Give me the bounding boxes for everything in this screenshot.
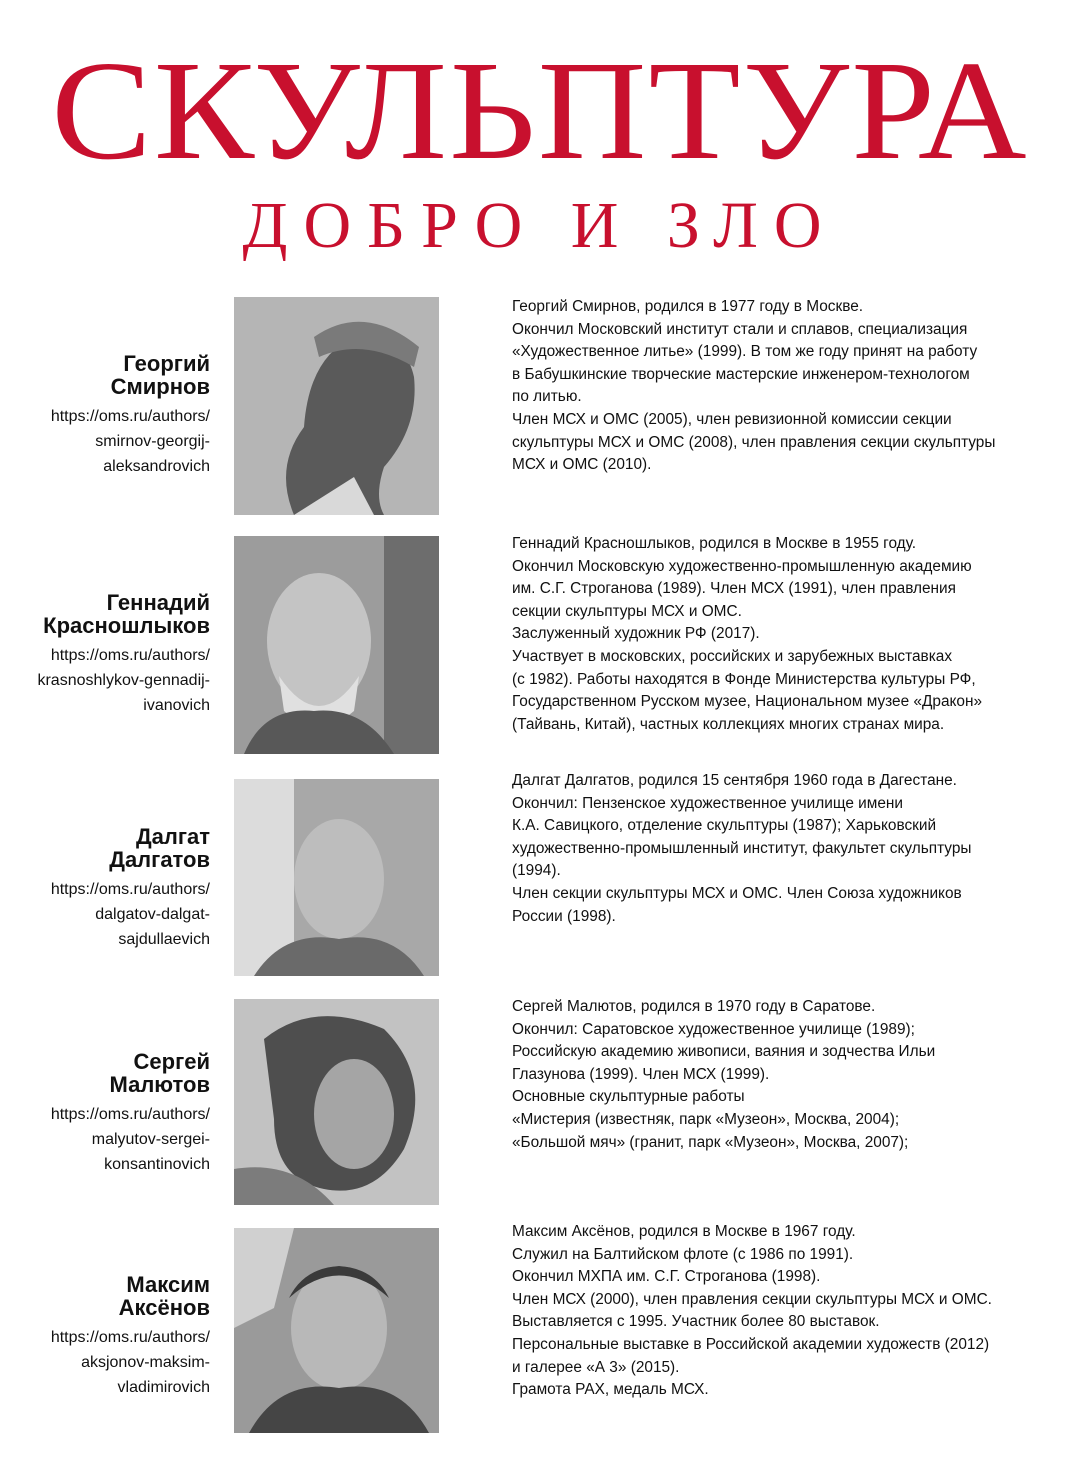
bio-line: Далгат Далгатов, родился 15 сентября 1960 года в Дагестане. bbox=[512, 772, 957, 789]
magazine-title: СКУЛЬПТУРА bbox=[51, 31, 1029, 189]
bio-line: Окончил: Пензенское художественное училище имени bbox=[512, 794, 903, 812]
bio-line: Грамота РАХ, медаль МСХ. bbox=[512, 1381, 709, 1399]
bio-line: Геннадий Красношлыков, родился в Москве в 1955 году. bbox=[512, 535, 917, 552]
artist-profile-link[interactable]: https://oms.ru/authors/ krasnoshlykov-gennadij- ivanovich bbox=[37, 647, 210, 714]
artist-first-name: Георгий bbox=[123, 351, 210, 376]
artist-last-name: Аксёнов bbox=[118, 1295, 210, 1320]
bio-line: Член МСХ и ОМС (2005), член ревизионной комиссии секции bbox=[512, 410, 952, 428]
bio-line: Государственном Русском музее, Национальном музее «Дракон» bbox=[512, 693, 983, 711]
artist-portrait-photo bbox=[234, 536, 439, 754]
bio-line: К.А. Савицкого, отделение скульптуры (1987); Харьковский bbox=[512, 817, 937, 835]
bio-line: (1994). bbox=[512, 862, 561, 880]
bio-line: «Мистерия (известняк, парк «Музеон», Москва, 2004); bbox=[512, 1110, 900, 1128]
bio-line: Сергей Малютов, родился в 1970 году в Саратове. bbox=[512, 998, 876, 1015]
bio-line: секции скульптуры МСХ и ОМС. bbox=[512, 602, 742, 620]
artist-profile-link[interactable]: https://oms.ru/authors/ aksjonov-maksim- vladimirovich bbox=[50, 1329, 210, 1396]
bio-line: им. С.Г. Строганова (1989). Член МСХ (1991), член правления bbox=[512, 580, 956, 598]
bio-line: Окончил: Саратовское художественное училище (1989); bbox=[512, 1020, 915, 1038]
artist-portrait-photo bbox=[234, 999, 439, 1205]
bio-line: Глазунова (1999). Член МСХ (1999). bbox=[512, 1065, 770, 1083]
bio-line: (с 1982). Работы находятся в Фонде Министерства культуры РФ, bbox=[512, 670, 976, 688]
bio-line: Российскую академию живописи, ваяния и зодчества Ильи bbox=[512, 1043, 936, 1061]
bio-line: Служил на Балтийском флоте (с 1986 по 1991). bbox=[512, 1245, 854, 1263]
bio-line: в Бабушкинские творческие мастерские инженером-технологом bbox=[512, 365, 970, 383]
bio-line: художественно-промышленный институт, факультет скульптуры bbox=[512, 839, 972, 857]
artist-first-name: Максим bbox=[126, 1272, 210, 1297]
bio-line: Окончил МХПА им. С.Г. Строганова (1998). bbox=[512, 1268, 821, 1286]
bio-line: Максим Аксёнов, родился в Москве в 1967 году. bbox=[512, 1223, 856, 1240]
artist-last-name: Красношлыков bbox=[43, 613, 210, 638]
artist-portrait-photo bbox=[234, 779, 439, 976]
artist-last-name: Малютов bbox=[109, 1072, 210, 1097]
bio-line: скульптуры МСХ и ОМС (2008), член правления секции скульптуры bbox=[512, 433, 996, 451]
bio-line: Выставляется с 1995. Участник более 80 выставок. bbox=[512, 1313, 880, 1331]
bio-line: России (1998). bbox=[512, 907, 616, 925]
bio-line: и галерее «А 3» (2015). bbox=[512, 1358, 680, 1376]
artist-portrait-photo bbox=[234, 1228, 439, 1433]
bio-line: (Тайвань, Китай), частных коллекциях многих странах мира. bbox=[512, 715, 945, 733]
bio-line: «Художественное литье» (1999). В том же году принят на работу bbox=[512, 343, 978, 361]
magazine-subtitle: ДОБРО И ЗЛО bbox=[242, 189, 838, 262]
bio-line: Георгий Смирнов, родился в 1977 году в Москве. bbox=[512, 298, 864, 315]
bio-line: Член МСХ (2000), член правления секции скульптуры МСХ и ОМС. bbox=[512, 1290, 992, 1308]
artist-last-name: Смирнов bbox=[110, 374, 210, 399]
bio-line: Окончил Московскую художественно-промышленную академию bbox=[512, 557, 972, 575]
bio-line: по литью. bbox=[512, 388, 582, 406]
bio-line: «Большой мяч» (гранит, парк «Музеон», Москва, 2007); bbox=[512, 1133, 909, 1151]
bio-line: МСХ и ОМС (2010). bbox=[512, 456, 652, 474]
artist-first-name: Сергей bbox=[133, 1049, 210, 1074]
bio-line: Участвует в московских, российских и зарубежных выставках bbox=[512, 647, 953, 665]
artist-profile-link[interactable]: https://oms.ru/authors/ dalgatov-dalgat- sajdullaevich bbox=[50, 881, 210, 948]
artist-last-name: Далгатов bbox=[109, 847, 210, 872]
artist-profile-link[interactable]: https://oms.ru/authors/ malyutov-sergei- konsantinovich bbox=[50, 1106, 210, 1173]
bio-line: Основные скульптурные работы bbox=[512, 1088, 745, 1106]
bio-line: Заслуженный художник РФ (2017). bbox=[512, 625, 760, 643]
artist-first-name: Далгат bbox=[135, 824, 210, 849]
bio-line: Окончил Московский институт стали и сплавов, специализация bbox=[512, 320, 968, 338]
bio-line: Член секции скульптуры МСХ и ОМС. Член Союза художников bbox=[512, 884, 962, 902]
bio-line: Персональные выставке в Российской академии художеств (2012) bbox=[512, 1335, 990, 1353]
artist-profile-link[interactable]: https://oms.ru/authors/ smirnov-georgij- aleksandrovich bbox=[50, 408, 210, 475]
artist-portrait-photo bbox=[234, 297, 439, 515]
artist-first-name: Геннадий bbox=[106, 590, 210, 615]
